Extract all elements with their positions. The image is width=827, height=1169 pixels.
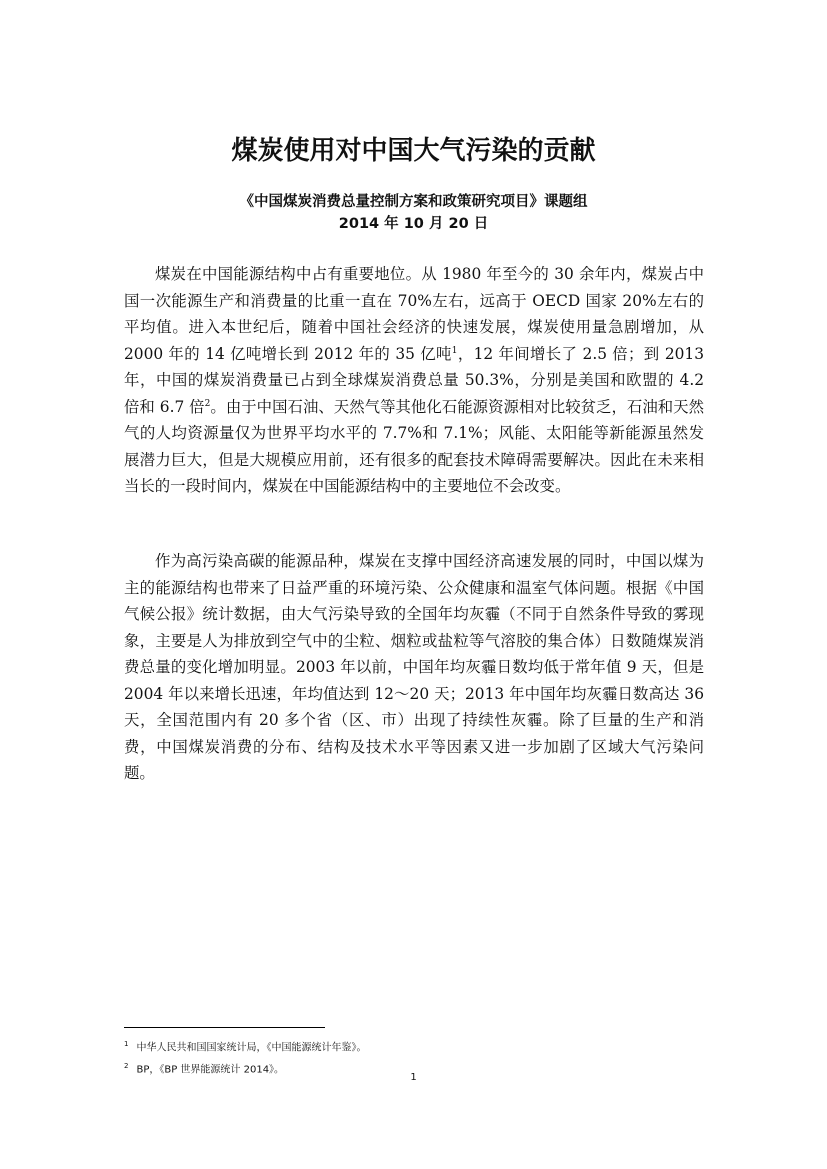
document-subtitle: 《中国煤炭消费总量控制方案和政策研究项目》课题组	[239, 194, 588, 210]
footnote-1-text: 中华人民共和国国家统计局，《中国能源统计年鉴》。	[136, 1042, 367, 1054]
paragraph-1-text-a: 煤炭在中国能源结构中占有重要地位。从 1980 年至今的 30 余年内，煤炭占中国一次能源生产和消费量的比重一直在 70%左右，远高于 OECD 国家 20%左右的平均值。进入本世纪后，随着中国社会经济的快速发展，煤炭使用量急剧增加，从 2000 年的 14 亿吨增长到 2012 年的 35 亿吨	[124, 265, 704, 363]
paragraph-2-text: 作为高污染高碳的能源品种，煤炭在支撑中国经济高速发展的同时，中国以煤为主的能源结构也带来了日益严重的环境污染、公众健康和温室气体问题。根据《中国气候公报》统计数据，由大气污染导致的全国年均灰霾（不同于自然条件导致的雾现象，主要是人为排放到空气中的尘粒、烟粒或盐粒等气溶胶的集合体）日数随煤炭消费总量的变化增加明显。2003 年以前，中国年均灰霾日数均低于常年值 9 天，但是 2004 年以来增长迅速，年均值达到 12～20 天；2013 年中国年均灰霾日数高达 36 天，全国范围内有 20 多个省（区、市）出现了持续性灰霾。除了巨量的生产和消费，中国煤炭消费的分布、结构及技术水平等因素又进一步加剧了区域大气污染问题。	[124, 552, 704, 782]
footnote-ref-2: 2	[204, 398, 211, 409]
paragraph-1	[124, 261, 704, 500]
page-number: 1	[410, 1072, 417, 1083]
footnote-2-number: 2	[124, 1062, 129, 1071]
footnote-2-text: BP，《BP 世界能源统计 2014》。	[136, 1064, 285, 1076]
paragraph-1-text-c: 。由于中国石油、天然气等其他化石能源资源相对比较贫乏，石油和天然气的人均资源量仅为世界平均水平的 7.7%和 7.1%；风能、太阳能等新能源虽然发展潜力巨大，但是大规模应用前，还有很多的配套技术障碍需要解决。因此在未来相当长的一段时间内，煤炭在中国能源结构中的主要地位不会改变。	[124, 397, 704, 495]
paragraph-2	[124, 548, 704, 787]
footnote-1	[124, 1035, 724, 1057]
footnote-divider	[124, 1027, 325, 1028]
document-title: 煤炭使用对中国大气污染的贡献	[231, 136, 596, 166]
footnote-ref-1: 1	[451, 345, 458, 356]
paragraph-1-text-b: ，12 年间增长了 2.5 倍；到 2013 年，中国的煤炭消费量已占到全球煤炭消费总量 50.3%，分别是美国和欧盟的 4.2 倍和 6.7 倍	[124, 344, 704, 416]
footnote-1-number: 1	[124, 1040, 129, 1048]
document-date: 2014 年 10 月 20 日	[338, 216, 489, 232]
